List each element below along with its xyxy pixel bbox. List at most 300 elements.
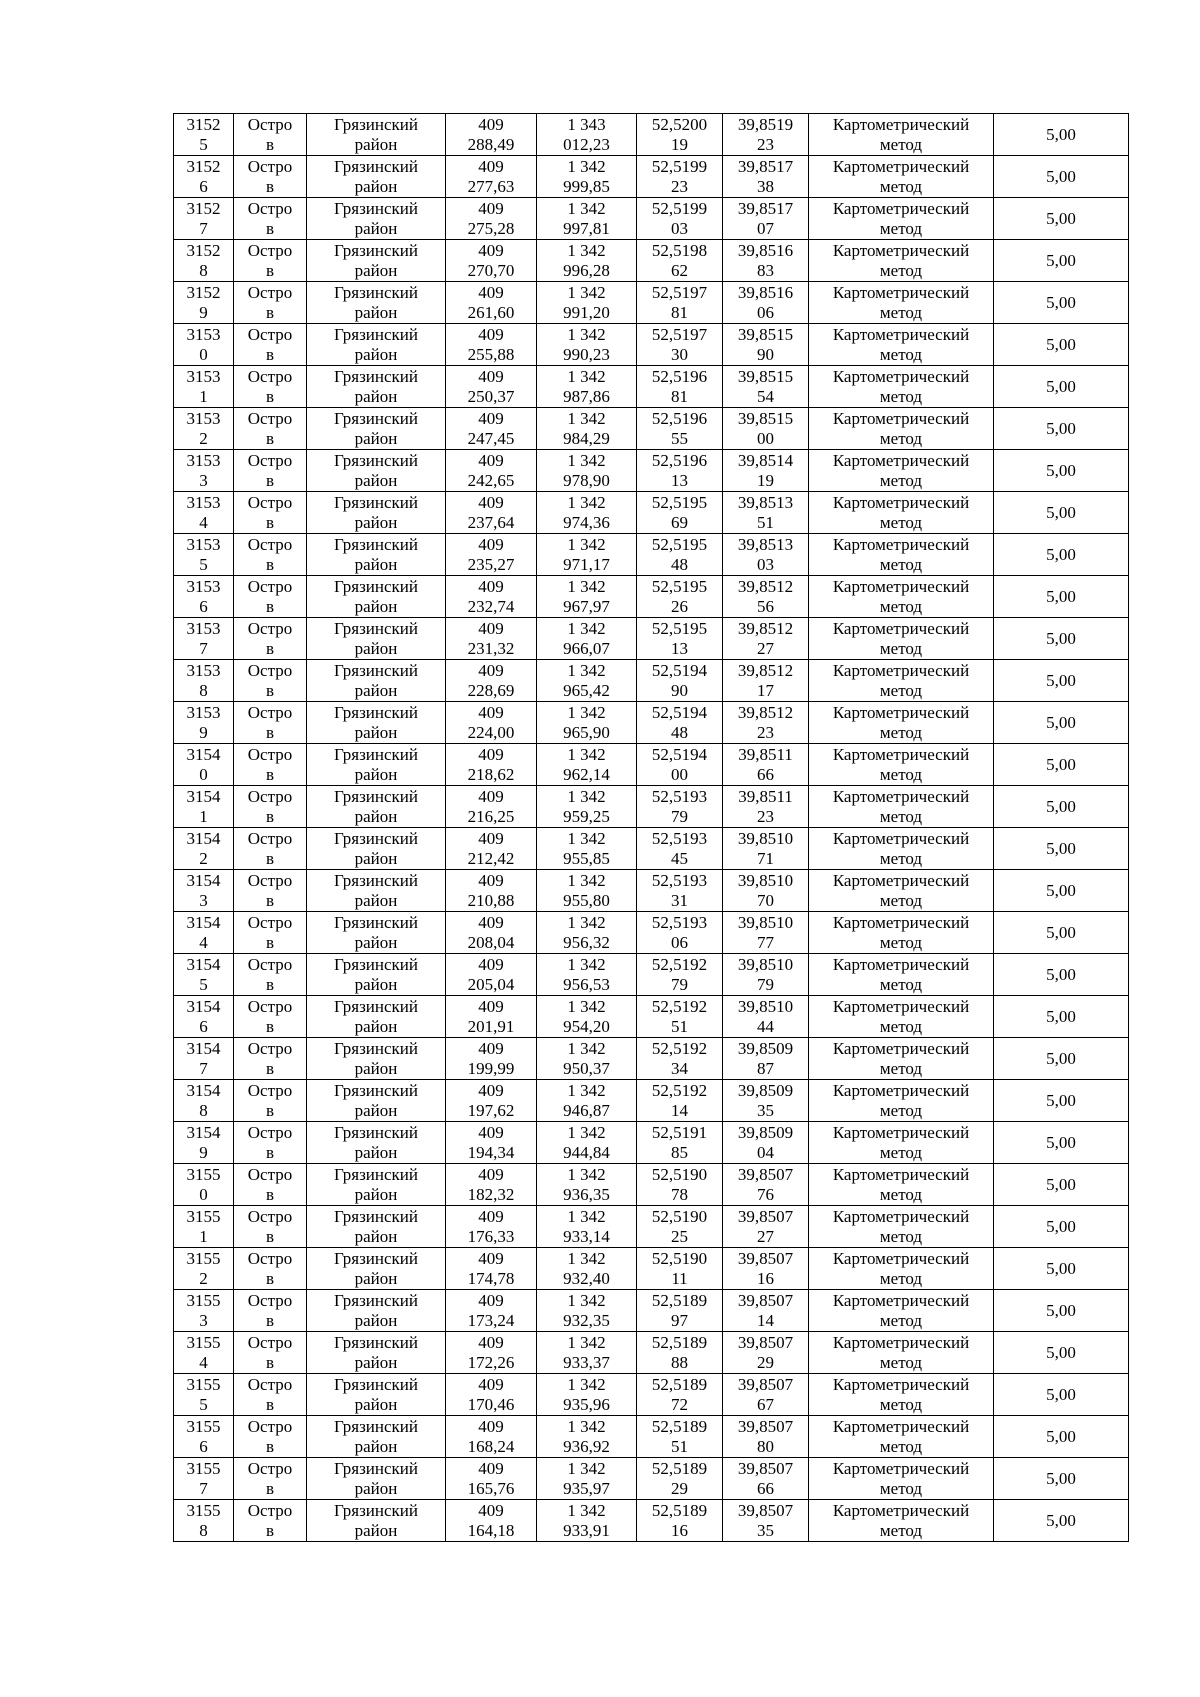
- table-row: [174, 828, 1129, 870]
- point-number-part-2: 5: [199, 134, 208, 154]
- method-part-2: метод: [879, 680, 923, 700]
- longitude-cell: [723, 954, 809, 996]
- longitude-part-2: 66: [757, 764, 774, 784]
- point-number-part-2: 9: [199, 1142, 208, 1162]
- longitude-part-2: 23: [757, 722, 774, 742]
- x-coordinate-cell: [446, 1038, 537, 1080]
- method-part-2: метод: [879, 638, 923, 658]
- district-part-2: район: [354, 848, 398, 868]
- point-number-cell: [174, 534, 234, 576]
- object-name-cell: [234, 660, 307, 702]
- x-coordinate-cell: [446, 786, 537, 828]
- latitude-cell: [637, 1332, 723, 1374]
- district-cell: [307, 1458, 446, 1500]
- point-number-part-1: 3153: [186, 618, 221, 638]
- point-number-cell: [174, 492, 234, 534]
- longitude-part-1: 39,8507: [737, 1416, 794, 1436]
- point-number-part-2: 6: [199, 596, 208, 616]
- y-coordinate-part-2: 967,97: [563, 596, 610, 616]
- latitude-cell: [637, 1080, 723, 1122]
- x-coordinate-part-1: 409: [478, 282, 504, 302]
- point-number-cell: [174, 1290, 234, 1332]
- object-name-part-2: в: [265, 722, 275, 742]
- longitude-part-2: 07: [757, 218, 774, 238]
- point-number-cell: [174, 408, 234, 450]
- object-name-part-1: Остро: [247, 114, 293, 134]
- latitude-part-1: 52,5197: [651, 324, 708, 344]
- y-coordinate-part-2: 990,23: [563, 344, 610, 364]
- longitude-cell: [723, 1416, 809, 1458]
- y-coordinate-part-1: 1 342: [567, 492, 606, 512]
- point-number-cell: [174, 156, 234, 198]
- object-name-part-1: Остро: [247, 870, 293, 890]
- x-coordinate-part-2: 216,25: [467, 806, 515, 826]
- object-name-part-1: Остро: [247, 576, 293, 596]
- table-row: [174, 618, 1129, 660]
- object-name-part-1: Остро: [247, 996, 293, 1016]
- longitude-part-1: 39,8510: [737, 828, 794, 848]
- method-part-1: Картометрический: [832, 1290, 970, 1310]
- longitude-part-2: 80: [757, 1436, 774, 1456]
- table-row: [174, 954, 1129, 996]
- latitude-part-1: 52,5189: [651, 1374, 708, 1394]
- point-number-part-1: 3153: [186, 702, 221, 722]
- district-cell: [307, 618, 446, 660]
- y-coordinate-part-2: 956,53: [563, 974, 610, 994]
- x-coordinate-cell: [446, 996, 537, 1038]
- object-name-cell: [234, 828, 307, 870]
- point-number-part-1: 3153: [186, 408, 221, 428]
- point-number-part-2: 1: [199, 1226, 208, 1246]
- x-coordinate-part-1: 409: [478, 1122, 504, 1142]
- y-coordinate-cell: [537, 702, 637, 744]
- x-coordinate-part-2: 208,04: [467, 932, 515, 952]
- object-name-part-2: в: [265, 386, 275, 406]
- object-name-part-2: в: [265, 1352, 275, 1372]
- district-part-1: Грязинский: [334, 156, 418, 176]
- district-part-1: Грязинский: [334, 996, 418, 1016]
- district-part-2: район: [354, 974, 398, 994]
- method-part-1: Картометрический: [832, 324, 970, 344]
- x-coordinate-part-2: 205,04: [467, 974, 515, 994]
- district-cell: [307, 744, 446, 786]
- x-coordinate-part-1: 409: [478, 1458, 504, 1478]
- object-name-part-2: в: [265, 680, 275, 700]
- point-number-cell: [174, 744, 234, 786]
- y-coordinate-part-1: 1 342: [567, 240, 606, 260]
- longitude-part-1: 39,8507: [737, 1374, 794, 1394]
- latitude-part-1: 52,5192: [651, 1038, 708, 1058]
- x-coordinate-part-2: 218,62: [467, 764, 515, 784]
- x-coordinate-cell: [446, 366, 537, 408]
- method-cell: [809, 954, 994, 996]
- y-coordinate-part-1: 1 343: [567, 114, 606, 134]
- object-name-part-2: в: [265, 134, 275, 154]
- y-coordinate-part-1: 1 342: [567, 702, 606, 722]
- district-cell: [307, 156, 446, 198]
- latitude-part-1: 52,5193: [651, 828, 708, 848]
- latitude-cell: [637, 1248, 723, 1290]
- latitude-part-2: 85: [671, 1142, 688, 1162]
- x-coordinate-cell: [446, 744, 537, 786]
- table-row: [174, 1332, 1129, 1374]
- y-coordinate-part-2: 950,37: [563, 1058, 610, 1078]
- method-cell: [809, 1122, 994, 1164]
- method-part-1: Картометрический: [832, 282, 970, 302]
- object-name-part-2: в: [265, 1226, 275, 1246]
- point-number-part-1: 3154: [186, 912, 221, 932]
- longitude-cell: [723, 156, 809, 198]
- latitude-part-1: 52,5192: [651, 1080, 708, 1100]
- y-coordinate-part-1: 1 342: [567, 1080, 606, 1100]
- point-number-part-1: 3155: [186, 1290, 221, 1310]
- x-coordinate-part-2: 176,33: [467, 1226, 515, 1246]
- method-part-2: метод: [879, 1226, 923, 1246]
- x-coordinate-part-2: 270,70: [467, 260, 515, 280]
- x-coordinate-part-2: 232,74: [467, 596, 515, 616]
- accuracy-cell: 5,00: [994, 366, 1129, 408]
- point-number-part-2: 6: [199, 176, 208, 196]
- x-coordinate-part-2: 168,24: [467, 1436, 515, 1456]
- latitude-part-2: 23: [671, 176, 688, 196]
- longitude-part-1: 39,8510: [737, 912, 794, 932]
- method-cell: [809, 282, 994, 324]
- point-number-cell: [174, 1458, 234, 1500]
- longitude-cell: [723, 1038, 809, 1080]
- latitude-part-2: 13: [671, 470, 688, 490]
- object-name-part-2: в: [265, 596, 275, 616]
- accuracy-cell: 5,00: [994, 744, 1129, 786]
- latitude-cell: [637, 996, 723, 1038]
- object-name-cell: [234, 744, 307, 786]
- table-row: [174, 912, 1129, 954]
- method-part-1: Картометрический: [832, 954, 970, 974]
- table-row: [174, 1416, 1129, 1458]
- y-coordinate-part-2: 965,42: [563, 680, 610, 700]
- method-part-1: Картометрический: [832, 156, 970, 176]
- y-coordinate-cell: [537, 1374, 637, 1416]
- object-name-part-1: Остро: [247, 1248, 293, 1268]
- district-part-2: район: [354, 176, 398, 196]
- object-name-cell: [234, 1290, 307, 1332]
- latitude-cell: [637, 324, 723, 366]
- longitude-part-2: 51: [757, 512, 774, 532]
- latitude-part-2: 14: [671, 1100, 688, 1120]
- district-part-1: Грязинский: [334, 366, 418, 386]
- method-part-1: Картометрический: [832, 450, 970, 470]
- district-part-2: район: [354, 428, 398, 448]
- point-number-part-2: 4: [199, 932, 208, 952]
- point-number-part-2: 2: [199, 428, 208, 448]
- x-coordinate-cell: [446, 1248, 537, 1290]
- method-part-1: Картометрический: [832, 870, 970, 890]
- longitude-part-1: 39,8510: [737, 996, 794, 1016]
- longitude-part-1: 39,8509: [737, 1038, 794, 1058]
- latitude-part-2: 29: [671, 1478, 688, 1498]
- point-number-part-2: 9: [199, 722, 208, 742]
- method-part-1: Картометрический: [832, 114, 970, 134]
- x-coordinate-part-2: 174,78: [467, 1268, 515, 1288]
- x-coordinate-part-1: 409: [478, 1164, 504, 1184]
- point-number-part-2: 7: [199, 218, 208, 238]
- latitude-part-2: 00: [671, 764, 688, 784]
- table-row: [174, 408, 1129, 450]
- latitude-cell: [637, 1164, 723, 1206]
- latitude-cell: [637, 1122, 723, 1164]
- object-name-part-2: в: [265, 428, 275, 448]
- point-number-part-1: 3154: [186, 870, 221, 890]
- point-number-part-2: 4: [199, 512, 208, 532]
- longitude-cell: [723, 1164, 809, 1206]
- accuracy-cell: 5,00: [994, 870, 1129, 912]
- point-number-part-1: 3155: [186, 1374, 221, 1394]
- longitude-part-2: 23: [757, 806, 774, 826]
- district-part-2: район: [354, 890, 398, 910]
- object-name-part-1: Остро: [247, 1416, 293, 1436]
- method-part-1: Картометрический: [832, 198, 970, 218]
- y-coordinate-part-1: 1 342: [567, 1248, 606, 1268]
- x-coordinate-cell: [446, 114, 537, 156]
- district-part-2: район: [354, 764, 398, 784]
- y-coordinate-part-1: 1 342: [567, 870, 606, 890]
- latitude-part-1: 52,5194: [651, 702, 708, 722]
- table-row: [174, 996, 1129, 1038]
- point-number-cell: [174, 1248, 234, 1290]
- latitude-part-2: 81: [671, 302, 688, 322]
- accuracy-cell: 5,00: [994, 1416, 1129, 1458]
- method-part-2: метод: [879, 890, 923, 910]
- method-cell: [809, 408, 994, 450]
- method-part-1: Картометрический: [832, 828, 970, 848]
- point-number-cell: [174, 870, 234, 912]
- district-cell: [307, 660, 446, 702]
- longitude-part-2: 38: [757, 176, 774, 196]
- point-number-part-2: 9: [199, 302, 208, 322]
- method-part-2: метод: [879, 386, 923, 406]
- y-coordinate-cell: [537, 1164, 637, 1206]
- method-cell: [809, 1290, 994, 1332]
- method-part-1: Картометрический: [832, 1374, 970, 1394]
- object-name-part-2: в: [265, 1016, 275, 1036]
- district-part-1: Грязинский: [334, 1164, 418, 1184]
- y-coordinate-part-2: 984,29: [563, 428, 610, 448]
- longitude-cell: [723, 1122, 809, 1164]
- point-number-part-1: 3154: [186, 1038, 221, 1058]
- x-coordinate-part-2: 288,49: [467, 134, 515, 154]
- table-row: [174, 492, 1129, 534]
- x-coordinate-cell: [446, 1290, 537, 1332]
- district-part-1: Грязинский: [334, 1416, 418, 1436]
- district-part-1: Грязинский: [334, 1206, 418, 1226]
- method-part-1: Картометрический: [832, 1164, 970, 1184]
- y-coordinate-part-2: 935,97: [563, 1478, 610, 1498]
- method-part-2: метод: [879, 1310, 923, 1330]
- method-part-2: метод: [879, 1142, 923, 1162]
- point-number-cell: [174, 702, 234, 744]
- method-part-2: метод: [879, 428, 923, 448]
- y-coordinate-part-2: 954,20: [563, 1016, 610, 1036]
- latitude-cell: [637, 156, 723, 198]
- method-cell: [809, 786, 994, 828]
- y-coordinate-part-1: 1 342: [567, 450, 606, 470]
- method-part-2: метод: [879, 806, 923, 826]
- method-part-2: метод: [879, 1394, 923, 1414]
- method-part-1: Картометрический: [832, 1080, 970, 1100]
- longitude-part-1: 39,8510: [737, 954, 794, 974]
- district-part-2: район: [354, 1436, 398, 1456]
- longitude-part-1: 39,8507: [737, 1458, 794, 1478]
- longitude-part-2: 23: [757, 134, 774, 154]
- x-coordinate-part-1: 409: [478, 870, 504, 890]
- method-cell: [809, 1332, 994, 1374]
- latitude-part-2: 79: [671, 974, 688, 994]
- object-name-cell: [234, 324, 307, 366]
- method-part-1: Картометрический: [832, 492, 970, 512]
- x-coordinate-part-1: 409: [478, 618, 504, 638]
- longitude-part-1: 39,8512: [737, 660, 794, 680]
- object-name-part-2: в: [265, 512, 275, 532]
- method-part-2: метод: [879, 1436, 923, 1456]
- longitude-cell: [723, 660, 809, 702]
- object-name-part-2: в: [265, 890, 275, 910]
- object-name-part-1: Остро: [247, 1374, 293, 1394]
- y-coordinate-cell: [537, 996, 637, 1038]
- method-cell: [809, 240, 994, 282]
- object-name-part-2: в: [265, 260, 275, 280]
- x-coordinate-part-2: 201,91: [467, 1016, 515, 1036]
- y-coordinate-part-1: 1 342: [567, 1500, 606, 1520]
- district-part-2: район: [354, 554, 398, 574]
- object-name-part-1: Остро: [247, 282, 293, 302]
- method-cell: [809, 996, 994, 1038]
- district-part-2: район: [354, 1142, 398, 1162]
- latitude-cell: [637, 408, 723, 450]
- district-cell: [307, 1500, 446, 1542]
- point-number-cell: [174, 1416, 234, 1458]
- y-coordinate-part-1: 1 342: [567, 912, 606, 932]
- district-part-2: район: [354, 1478, 398, 1498]
- latitude-part-2: 48: [671, 722, 688, 742]
- object-name-part-1: Остро: [247, 912, 293, 932]
- method-part-1: Картометрический: [832, 240, 970, 260]
- object-name-cell: [234, 1374, 307, 1416]
- object-name-cell: [234, 576, 307, 618]
- latitude-cell: [637, 744, 723, 786]
- latitude-part-2: 69: [671, 512, 688, 532]
- latitude-cell: [637, 1038, 723, 1080]
- accuracy-cell: 5,00: [994, 240, 1129, 282]
- y-coordinate-part-1: 1 342: [567, 198, 606, 218]
- table-row: [174, 1458, 1129, 1500]
- object-name-cell: [234, 954, 307, 996]
- district-cell: [307, 1122, 446, 1164]
- x-coordinate-cell: [446, 408, 537, 450]
- object-name-part-1: Остро: [247, 198, 293, 218]
- y-coordinate-cell: [537, 408, 637, 450]
- latitude-part-2: 81: [671, 386, 688, 406]
- x-coordinate-cell: [446, 1206, 537, 1248]
- latitude-part-1: 52,5195: [651, 576, 708, 596]
- point-number-cell: [174, 450, 234, 492]
- district-cell: [307, 408, 446, 450]
- x-coordinate-part-1: 409: [478, 240, 504, 260]
- latitude-part-2: 48: [671, 554, 688, 574]
- x-coordinate-part-2: 277,63: [467, 176, 515, 196]
- latitude-cell: [637, 114, 723, 156]
- table-row: [174, 324, 1129, 366]
- object-name-part-1: Остро: [247, 324, 293, 344]
- district-part-1: Грязинский: [334, 870, 418, 890]
- method-cell: [809, 660, 994, 702]
- object-name-part-1: Остро: [247, 744, 293, 764]
- point-number-part-2: 6: [199, 1016, 208, 1036]
- x-coordinate-cell: [446, 828, 537, 870]
- x-coordinate-part-2: 235,27: [467, 554, 515, 574]
- district-part-2: район: [354, 1058, 398, 1078]
- district-part-1: Грязинский: [334, 912, 418, 932]
- district-part-2: район: [354, 722, 398, 742]
- district-part-2: район: [354, 302, 398, 322]
- latitude-part-1: 52,5191: [651, 1122, 708, 1142]
- district-part-1: Грязинский: [334, 1248, 418, 1268]
- y-coordinate-cell: [537, 1290, 637, 1332]
- object-name-part-1: Остро: [247, 366, 293, 386]
- x-coordinate-part-2: 173,24: [467, 1310, 515, 1330]
- longitude-cell: [723, 1206, 809, 1248]
- y-coordinate-part-2: 012,23: [563, 134, 610, 154]
- y-coordinate-cell: [537, 1122, 637, 1164]
- longitude-part-2: 03: [757, 554, 774, 574]
- table-row: [174, 366, 1129, 408]
- y-coordinate-cell: [537, 1500, 637, 1542]
- district-cell: [307, 912, 446, 954]
- latitude-part-1: 52,5190: [651, 1206, 708, 1226]
- y-coordinate-cell: [537, 954, 637, 996]
- y-coordinate-part-2: 966,07: [563, 638, 610, 658]
- x-coordinate-part-1: 409: [478, 114, 504, 134]
- y-coordinate-part-1: 1 342: [567, 996, 606, 1016]
- point-number-part-1: 3153: [186, 366, 221, 386]
- x-coordinate-cell: [446, 282, 537, 324]
- object-name-cell: [234, 1206, 307, 1248]
- table-row: [174, 1164, 1129, 1206]
- x-coordinate-part-1: 409: [478, 1080, 504, 1100]
- x-coordinate-cell: [446, 912, 537, 954]
- district-part-2: район: [354, 1184, 398, 1204]
- point-number-part-1: 3155: [186, 1332, 221, 1352]
- method-cell: [809, 450, 994, 492]
- y-coordinate-part-2: 933,14: [563, 1226, 610, 1246]
- y-coordinate-part-2: 935,96: [563, 1394, 610, 1414]
- latitude-part-1: 52,5196: [651, 366, 708, 386]
- method-part-1: Картометрический: [832, 744, 970, 764]
- x-coordinate-part-2: 199,99: [467, 1058, 515, 1078]
- point-number-cell: [174, 660, 234, 702]
- accuracy-cell: 5,00: [994, 156, 1129, 198]
- longitude-part-1: 39,8519: [737, 114, 794, 134]
- point-number-cell: [174, 1332, 234, 1374]
- method-cell: [809, 828, 994, 870]
- x-coordinate-cell: [446, 1416, 537, 1458]
- x-coordinate-part-1: 409: [478, 492, 504, 512]
- accuracy-cell: 5,00: [994, 198, 1129, 240]
- method-cell: [809, 366, 994, 408]
- method-part-2: метод: [879, 302, 923, 322]
- object-name-part-1: Остро: [247, 156, 293, 176]
- object-name-part-2: в: [265, 302, 275, 322]
- object-name-cell: [234, 366, 307, 408]
- latitude-cell: [637, 366, 723, 408]
